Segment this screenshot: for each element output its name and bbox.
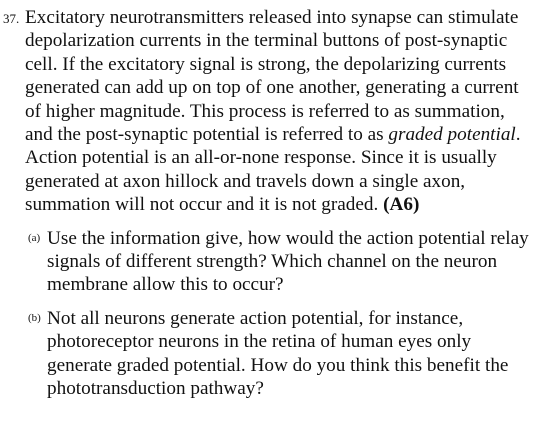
question-37: [0, 6, 538, 401]
question-number: 37.: [3, 11, 20, 26]
question-tag: (A6): [383, 194, 420, 216]
question-text-part2: . Action potential is an all-or-none response. Since it is usually generated at axon hillock and travels down a single axon, summation will not occur and it is not graded.: [25, 124, 521, 216]
subquestion-a-label: (a): [28, 231, 41, 244]
subquestion-a: [28, 227, 537, 297]
subquestion-b-label: (b): [28, 311, 41, 324]
subquestion-b-text: Not all neurons generate action potential, for instance, photoreceptor neurons in the retina of human eyes only generate graded potential. How do you think this benefit the phototransduction pathway?: [47, 307, 509, 400]
question-emphasis: graded potential: [388, 124, 516, 146]
subquestion-b: [28, 307, 537, 401]
question-body: [25, 6, 537, 217]
question-text-part1: Excitatory neurotransmitters released into synapse can stimulate depolarization currents in the terminal buttons of post-synaptic cell. If the excitatory signal is strong, the depolarizing currents generated can add up on top of one another, generating a current of higher magnitude. This process is referred to as summation, and the post-synaptic potential is referred to as: [25, 7, 519, 146]
subquestion-a-text: Use the information give, how would the action potential relay signals of different strength? Which channel on the neuron membrane allow this to occur?: [47, 227, 529, 296]
